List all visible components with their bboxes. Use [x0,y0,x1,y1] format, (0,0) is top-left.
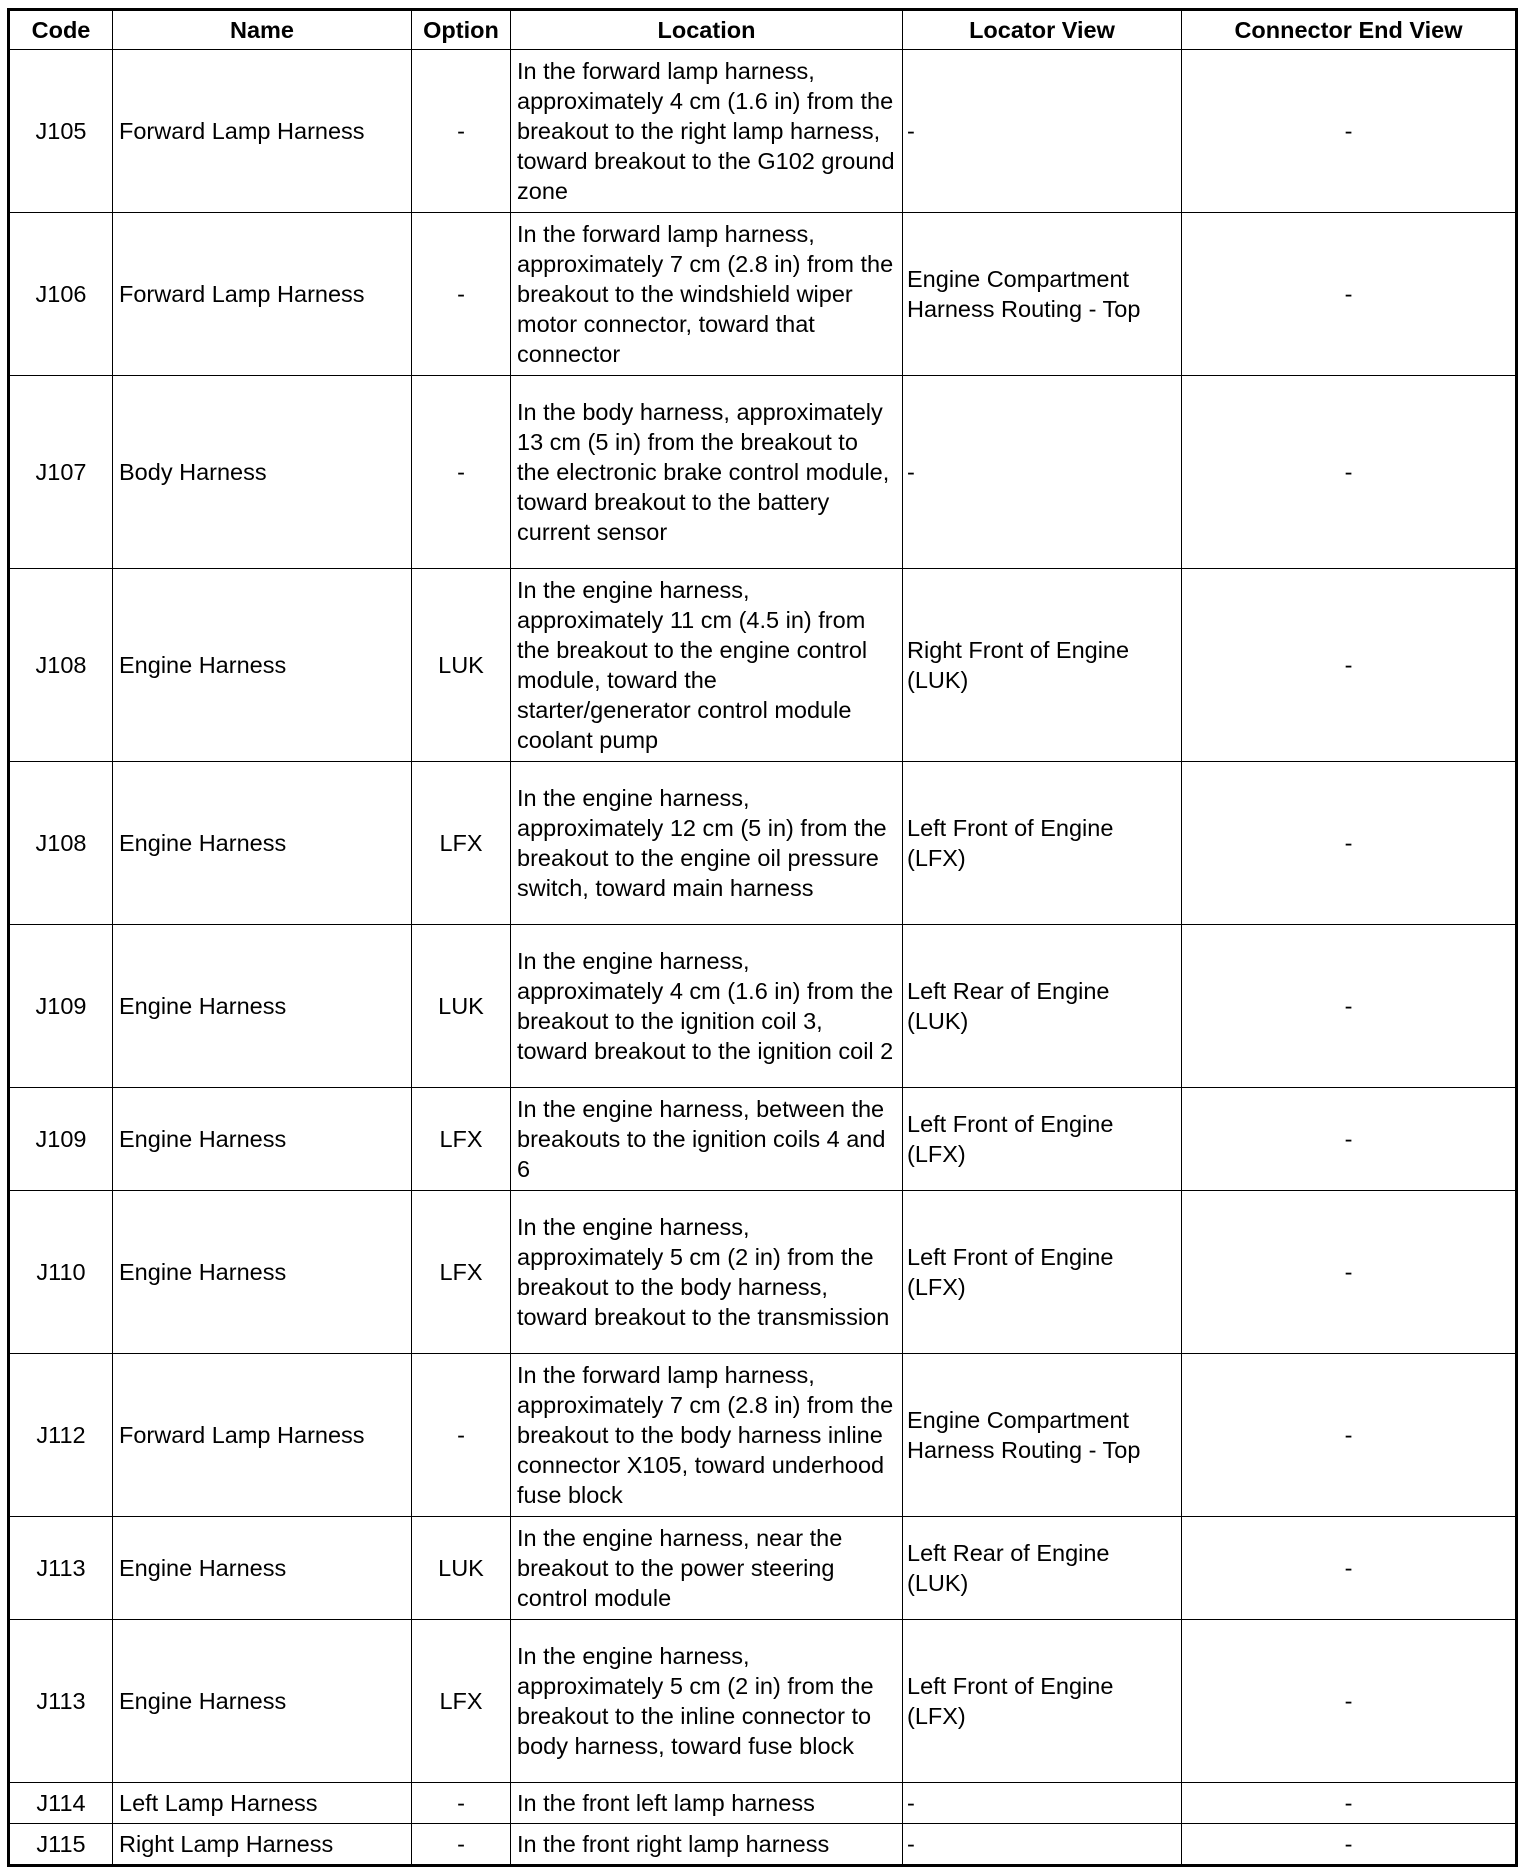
table-row [9,213,1517,376]
cell-option: - [412,1824,511,1866]
header-connector-end-view: Connector End View [1182,10,1517,50]
cell-locator-view: Left Rear of Engine (LUK) [903,925,1182,1088]
cell-locator-view: Engine Compartment Harness Routing - Top [903,213,1182,376]
table-row [9,50,1517,213]
cell-location: In the engine harness, approximately 11 cm (4.5 in) from the breakout to the engine control module, toward the starter/generator control module coolant pump [511,569,903,762]
cell-name: Engine Harness [113,1088,412,1191]
cell-connector-end-view: - [1182,1517,1517,1620]
cell-location: In the body harness, approximately 13 cm (5 in) from the breakout to the electronic brake control module, toward breakout to the battery current sensor [511,376,903,569]
cell-code: J114 [9,1783,113,1824]
cell-code: J108 [9,569,113,762]
table-row [9,1517,1517,1620]
cell-option: - [412,1354,511,1517]
cell-location: In the forward lamp harness, approximately 7 cm (2.8 in) from the breakout to the body harness inline connector X105, toward underhood fuse block [511,1354,903,1517]
cell-name: Right Lamp Harness [113,1824,412,1866]
cell-code: J108 [9,762,113,925]
table-row [9,1824,1517,1866]
cell-code: J109 [9,925,113,1088]
table-row [9,1783,1517,1824]
cell-option: LFX [412,1620,511,1783]
cell-name: Engine Harness [113,1620,412,1783]
cell-name: Left Lamp Harness [113,1783,412,1824]
cell-name: Body Harness [113,376,412,569]
table-row [9,762,1517,925]
header-locator-view: Locator View [903,10,1182,50]
cell-location: In the engine harness, approximately 5 cm (2 in) from the breakout to the inline connector to body harness, toward fuse block [511,1620,903,1783]
cell-location: In the engine harness, approximately 12 cm (5 in) from the breakout to the engine oil pressure switch, toward main harness [511,762,903,925]
cell-location: In the front left lamp harness [511,1783,903,1824]
cell-code: J112 [9,1354,113,1517]
cell-option: LUK [412,925,511,1088]
cell-locator-view: Left Front of Engine (LFX) [903,1620,1182,1783]
cell-connector-end-view: - [1182,376,1517,569]
cell-name: Engine Harness [113,1517,412,1620]
header-code: Code [9,10,113,50]
cell-name: Forward Lamp Harness [113,213,412,376]
cell-location: In the engine harness, approximately 4 cm (1.6 in) from the breakout to the ignition coil 3, toward breakout to the ignition coil 2 [511,925,903,1088]
cell-connector-end-view: - [1182,569,1517,762]
cell-location: In the engine harness, near the breakout to the power steering control module [511,1517,903,1620]
cell-locator-view: - [903,376,1182,569]
table-row [9,569,1517,762]
cell-connector-end-view: - [1182,213,1517,376]
cell-name: Engine Harness [113,1191,412,1354]
cell-locator-view: Left Front of Engine (LFX) [903,762,1182,925]
cell-connector-end-view: - [1182,1824,1517,1866]
cell-location: In the forward lamp harness, approximately 7 cm (2.8 in) from the breakout to the windshield wiper motor connector, toward that connector [511,213,903,376]
cell-name: Engine Harness [113,569,412,762]
header-name: Name [113,10,412,50]
cell-name: Forward Lamp Harness [113,1354,412,1517]
cell-connector-end-view: - [1182,1191,1517,1354]
cell-locator-view: Engine Compartment Harness Routing - Top [903,1354,1182,1517]
cell-connector-end-view: - [1182,1088,1517,1191]
cell-option: - [412,376,511,569]
connector-table [7,8,1518,1867]
cell-locator-view: Left Front of Engine (LFX) [903,1088,1182,1191]
cell-code: J115 [9,1824,113,1866]
cell-locator-view: Left Rear of Engine (LUK) [903,1517,1182,1620]
cell-code: J107 [9,376,113,569]
cell-option: - [412,50,511,213]
cell-code: J110 [9,1191,113,1354]
cell-option: LUK [412,569,511,762]
cell-location: In the engine harness, between the breakouts to the ignition coils 4 and 6 [511,1088,903,1191]
cell-locator-view: Right Front of Engine (LUK) [903,569,1182,762]
cell-name: Forward Lamp Harness [113,50,412,213]
cell-option: LUK [412,1517,511,1620]
cell-option: - [412,1783,511,1824]
cell-code: J106 [9,213,113,376]
cell-locator-view: - [903,1783,1182,1824]
table-row [9,376,1517,569]
document-page [7,8,1515,1867]
header-option: Option [412,10,511,50]
cell-name: Engine Harness [113,925,412,1088]
table-row [9,1354,1517,1517]
cell-code: J109 [9,1088,113,1191]
cell-option: LFX [412,1088,511,1191]
cell-location: In the forward lamp harness, approximately 4 cm (1.6 in) from the breakout to the right lamp harness, toward breakout to the G102 ground zone [511,50,903,213]
cell-connector-end-view: - [1182,1620,1517,1783]
cell-connector-end-view: - [1182,925,1517,1088]
cell-option: - [412,213,511,376]
cell-connector-end-view: - [1182,762,1517,925]
table-row [9,1191,1517,1354]
cell-code: J113 [9,1620,113,1783]
table-row [9,1088,1517,1191]
table-row [9,1620,1517,1783]
cell-code: J113 [9,1517,113,1620]
table-row [9,925,1517,1088]
cell-connector-end-view: - [1182,1354,1517,1517]
header-location: Location [511,10,903,50]
cell-option: LFX [412,1191,511,1354]
cell-locator-view: Left Front of Engine (LFX) [903,1191,1182,1354]
cell-location: In the engine harness, approximately 5 cm (2 in) from the breakout to the body harness, toward breakout to the transmission [511,1191,903,1354]
header-row [9,10,1517,50]
cell-option: LFX [412,762,511,925]
cell-connector-end-view: - [1182,1783,1517,1824]
cell-location: In the front right lamp harness [511,1824,903,1866]
cell-connector-end-view: - [1182,50,1517,213]
cell-code: J105 [9,50,113,213]
cell-name: Engine Harness [113,762,412,925]
cell-locator-view: - [903,50,1182,213]
cell-locator-view: - [903,1824,1182,1866]
